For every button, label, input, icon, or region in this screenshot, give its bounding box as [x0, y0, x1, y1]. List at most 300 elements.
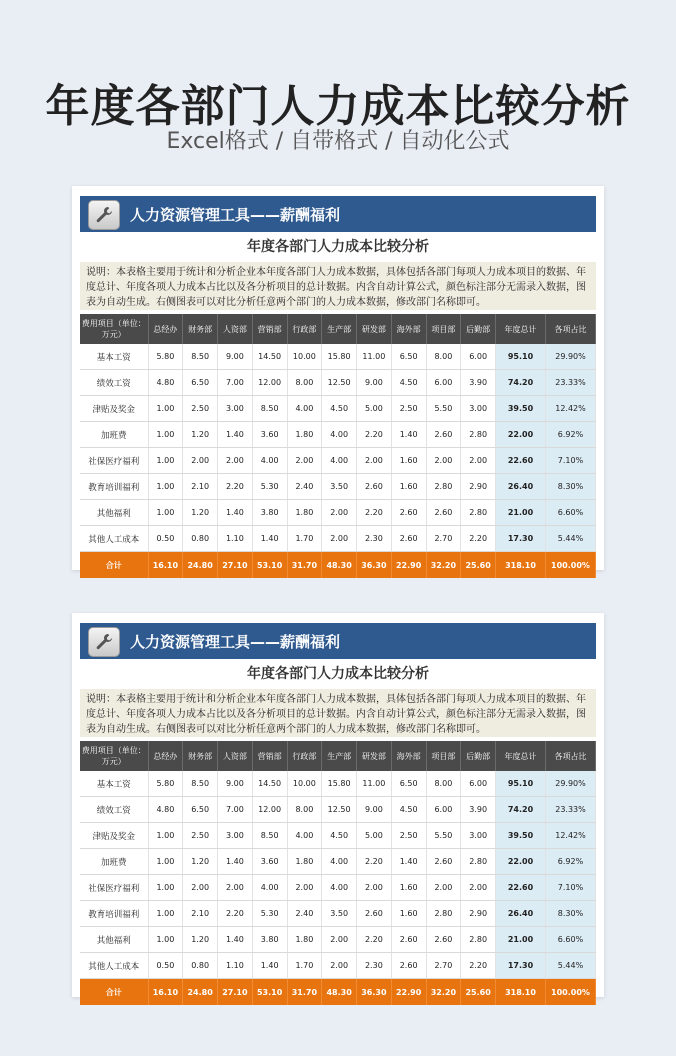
value-cell: 2.20	[357, 500, 392, 526]
value-cell: 8.50	[183, 344, 218, 370]
value-cell: 9.00	[218, 344, 253, 370]
total-cell: 25.60	[461, 979, 496, 1006]
row-label: 绩效工资	[80, 370, 148, 396]
value-cell: 4.50	[322, 396, 357, 422]
value-cell: 4.00	[287, 396, 322, 422]
value-cell: 5.50	[426, 823, 461, 849]
table-row	[80, 370, 596, 396]
value-cell: 1.10	[218, 953, 253, 979]
value-cell: 2.80	[426, 901, 461, 927]
share-cell: 29.90%	[546, 771, 596, 797]
value-cell: 2.20	[218, 474, 253, 500]
value-cell: 2.90	[461, 474, 496, 500]
column-header: 生产部	[322, 314, 357, 344]
value-cell: 2.60	[391, 526, 426, 552]
value-cell: 2.60	[357, 474, 392, 500]
cost-table-body	[80, 344, 596, 578]
column-header: 海外部	[391, 314, 426, 344]
share-cell: 6.60%	[546, 927, 596, 953]
value-cell: 2.00	[461, 875, 496, 901]
column-header: 行政部	[287, 314, 322, 344]
value-cell: 2.00	[183, 448, 218, 474]
value-cell: 2.20	[218, 901, 253, 927]
row-label: 津贴及奖金	[80, 396, 148, 422]
total-cell: 36.30	[357, 552, 392, 579]
row-label: 津贴及奖金	[80, 823, 148, 849]
value-cell: 5.30	[252, 901, 287, 927]
value-cell: 8.00	[426, 771, 461, 797]
total-cell: 318.10	[496, 552, 546, 579]
total-cell: 100.00%	[546, 979, 596, 1006]
value-cell: 2.20	[357, 927, 392, 953]
value-cell: 1.40	[218, 927, 253, 953]
value-cell: 12.00	[252, 370, 287, 396]
value-cell: 2.00	[322, 526, 357, 552]
value-cell: 2.40	[287, 474, 322, 500]
column-header: 营销部	[252, 741, 287, 771]
value-cell: 1.40	[252, 953, 287, 979]
value-cell: 8.50	[252, 823, 287, 849]
cost-table-head	[80, 314, 596, 344]
value-cell: 5.00	[357, 396, 392, 422]
value-cell: 12.50	[322, 370, 357, 396]
table-row	[80, 797, 596, 823]
row-label: 其他人工成本	[80, 953, 148, 979]
total-cell: 53.10	[252, 979, 287, 1006]
column-header-item: 费用项目（单位：万元）	[80, 314, 148, 344]
table-row	[80, 396, 596, 422]
annual-total-cell: 95.10	[496, 771, 546, 797]
value-cell: 1.00	[148, 875, 183, 901]
value-cell: 1.00	[148, 849, 183, 875]
value-cell: 6.00	[461, 344, 496, 370]
annual-total-cell: 22.60	[496, 875, 546, 901]
share-cell: 12.42%	[546, 823, 596, 849]
value-cell: 2.00	[218, 448, 253, 474]
value-cell: 6.00	[426, 370, 461, 396]
total-cell: 53.10	[252, 552, 287, 579]
table-title: 年度各部门人力成本比较分析	[247, 239, 429, 255]
value-cell: 1.70	[287, 953, 322, 979]
value-cell: 1.80	[287, 849, 322, 875]
value-cell: 3.50	[322, 901, 357, 927]
share-cell: 8.30%	[546, 901, 596, 927]
value-cell: 12.50	[322, 797, 357, 823]
value-cell: 1.00	[148, 448, 183, 474]
value-cell: 6.50	[183, 370, 218, 396]
value-cell: 7.00	[218, 370, 253, 396]
table-row	[80, 474, 596, 500]
value-cell: 6.50	[183, 797, 218, 823]
total-cell: 318.10	[496, 979, 546, 1006]
column-header: 人资部	[218, 314, 253, 344]
cost-table-body	[80, 771, 596, 1005]
share-cell: 7.10%	[546, 448, 596, 474]
row-label: 社保医疗福利	[80, 875, 148, 901]
value-cell: 1.00	[148, 823, 183, 849]
value-cell: 3.80	[252, 500, 287, 526]
value-cell: 6.00	[461, 771, 496, 797]
total-cell: 31.70	[287, 979, 322, 1006]
sheet-header-text: 人力资源管理工具——薪酬福利	[130, 206, 341, 224]
value-cell: 2.50	[391, 823, 426, 849]
value-cell: 9.00	[357, 370, 392, 396]
value-cell: 1.40	[391, 422, 426, 448]
value-cell: 1.40	[218, 849, 253, 875]
column-header: 海外部	[391, 741, 426, 771]
column-header: 后勤部	[461, 741, 496, 771]
value-cell: 1.60	[391, 448, 426, 474]
column-header: 财务部	[183, 741, 218, 771]
value-cell: 1.20	[183, 927, 218, 953]
value-cell: 9.00	[357, 797, 392, 823]
sheet-header-text: 人力资源管理工具——薪酬福利	[130, 633, 341, 651]
value-cell: 3.60	[252, 422, 287, 448]
table-row	[80, 526, 596, 552]
annual-total-cell: 26.40	[496, 901, 546, 927]
annual-total-cell: 21.00	[496, 500, 546, 526]
value-cell: 11.00	[357, 771, 392, 797]
column-header: 营销部	[252, 314, 287, 344]
wrench-icon	[88, 200, 120, 230]
value-cell: 3.60	[252, 849, 287, 875]
table-row	[80, 823, 596, 849]
sheet-header-bar	[80, 623, 596, 659]
cost-table	[80, 741, 596, 1005]
row-label: 加班费	[80, 849, 148, 875]
value-cell: 4.80	[148, 370, 183, 396]
value-cell: 1.00	[148, 901, 183, 927]
table-row	[80, 448, 596, 474]
value-cell: 2.40	[287, 901, 322, 927]
annual-total-cell: 95.10	[496, 344, 546, 370]
table-row	[80, 771, 596, 797]
value-cell: 5.30	[252, 474, 287, 500]
value-cell: 12.00	[252, 797, 287, 823]
value-cell: 5.80	[148, 344, 183, 370]
share-cell: 29.90%	[546, 344, 596, 370]
share-cell: 7.10%	[546, 875, 596, 901]
value-cell: 8.00	[426, 344, 461, 370]
value-cell: 2.00	[322, 953, 357, 979]
value-cell: 2.20	[357, 849, 392, 875]
value-cell: 3.80	[252, 927, 287, 953]
value-cell: 2.00	[357, 448, 392, 474]
value-cell: 2.00	[218, 875, 253, 901]
value-cell: 2.00	[426, 448, 461, 474]
value-cell: 6.50	[391, 344, 426, 370]
header-row	[80, 741, 596, 771]
value-cell: 1.00	[148, 396, 183, 422]
value-cell: 15.80	[322, 771, 357, 797]
share-cell: 8.30%	[546, 474, 596, 500]
column-header: 各项占比	[546, 741, 596, 771]
value-cell: 2.90	[461, 901, 496, 927]
value-cell: 1.70	[287, 526, 322, 552]
value-cell: 3.00	[461, 396, 496, 422]
value-cell: 2.80	[461, 500, 496, 526]
value-cell: 14.50	[252, 771, 287, 797]
value-cell: 2.20	[461, 953, 496, 979]
annual-total-cell: 22.00	[496, 849, 546, 875]
value-cell: 2.60	[391, 500, 426, 526]
value-cell: 1.10	[218, 526, 253, 552]
total-cell: 32.20	[426, 979, 461, 1006]
wrench-icon	[88, 627, 120, 657]
row-label: 其他人工成本	[80, 526, 148, 552]
value-cell: 2.00	[183, 875, 218, 901]
value-cell: 1.40	[391, 849, 426, 875]
header-row	[80, 314, 596, 344]
value-cell: 5.80	[148, 771, 183, 797]
value-cell: 4.00	[322, 448, 357, 474]
value-cell: 1.00	[148, 500, 183, 526]
annual-total-cell: 74.20	[496, 370, 546, 396]
value-cell: 2.60	[426, 849, 461, 875]
value-cell: 2.60	[391, 927, 426, 953]
value-cell: 2.60	[391, 953, 426, 979]
total-cell: 32.20	[426, 552, 461, 579]
value-cell: 0.80	[183, 953, 218, 979]
column-header: 人资部	[218, 741, 253, 771]
table-row	[80, 927, 596, 953]
table-row	[80, 422, 596, 448]
sheet-preview-2	[72, 613, 604, 997]
value-cell: 2.00	[322, 500, 357, 526]
table-row	[80, 875, 596, 901]
value-cell: 3.00	[218, 396, 253, 422]
total-cell: 27.10	[218, 979, 253, 1006]
value-cell: 3.90	[461, 370, 496, 396]
annual-total-cell: 17.30	[496, 526, 546, 552]
value-cell: 1.80	[287, 422, 322, 448]
column-header: 总经办	[148, 741, 183, 771]
total-row	[80, 552, 596, 579]
value-cell: 8.50	[183, 771, 218, 797]
value-cell: 4.80	[148, 797, 183, 823]
value-cell: 1.60	[391, 901, 426, 927]
row-label: 加班费	[80, 422, 148, 448]
value-cell: 3.90	[461, 797, 496, 823]
row-label: 绩效工资	[80, 797, 148, 823]
value-cell: 6.00	[426, 797, 461, 823]
row-label: 基本工资	[80, 344, 148, 370]
value-cell: 14.50	[252, 344, 287, 370]
annual-total-cell: 39.50	[496, 396, 546, 422]
table-row	[80, 500, 596, 526]
total-cell: 16.10	[148, 979, 183, 1006]
value-cell: 2.20	[461, 526, 496, 552]
column-header: 后勤部	[461, 314, 496, 344]
annual-total-cell: 17.30	[496, 953, 546, 979]
sheet-header-bar	[80, 196, 596, 232]
total-cell: 100.00%	[546, 552, 596, 579]
table-row	[80, 344, 596, 370]
value-cell: 2.10	[183, 474, 218, 500]
value-cell: 10.00	[287, 344, 322, 370]
column-header: 研发部	[357, 741, 392, 771]
total-cell: 48.30	[322, 552, 357, 579]
table-row	[80, 901, 596, 927]
value-cell: 9.00	[218, 771, 253, 797]
value-cell: 2.00	[322, 927, 357, 953]
value-cell: 2.00	[357, 875, 392, 901]
row-label: 社保医疗福利	[80, 448, 148, 474]
row-label: 其他福利	[80, 500, 148, 526]
total-cell: 16.10	[148, 552, 183, 579]
value-cell: 5.00	[357, 823, 392, 849]
value-cell: 1.00	[148, 474, 183, 500]
total-cell: 22.90	[391, 552, 426, 579]
total-label: 合计	[80, 552, 148, 579]
row-label: 基本工资	[80, 771, 148, 797]
page-subtitle: Excel格式 / 自带格式 / 自动化公式	[166, 129, 510, 154]
value-cell: 2.80	[461, 422, 496, 448]
value-cell: 2.80	[461, 927, 496, 953]
total-cell: 36.30	[357, 979, 392, 1006]
value-cell: 4.00	[322, 849, 357, 875]
share-cell: 5.44%	[546, 953, 596, 979]
column-header: 年度总计	[496, 741, 546, 771]
value-cell: 2.60	[426, 927, 461, 953]
table-row	[80, 953, 596, 979]
value-cell: 7.00	[218, 797, 253, 823]
value-cell: 2.30	[357, 953, 392, 979]
value-cell: 4.50	[322, 823, 357, 849]
value-cell: 15.80	[322, 344, 357, 370]
value-cell: 2.70	[426, 526, 461, 552]
value-cell: 1.20	[183, 422, 218, 448]
annual-total-cell: 74.20	[496, 797, 546, 823]
cost-table	[80, 314, 596, 578]
column-header: 项目部	[426, 314, 461, 344]
column-header: 总经办	[148, 314, 183, 344]
total-cell: 24.80	[183, 979, 218, 1006]
value-cell: 2.30	[357, 526, 392, 552]
value-cell: 2.60	[357, 901, 392, 927]
value-cell: 2.00	[287, 448, 322, 474]
share-cell: 23.33%	[546, 370, 596, 396]
value-cell: 5.50	[426, 396, 461, 422]
table-row	[80, 849, 596, 875]
total-cell: 25.60	[461, 552, 496, 579]
column-header: 研发部	[357, 314, 392, 344]
total-cell: 31.70	[287, 552, 322, 579]
value-cell: 4.50	[391, 370, 426, 396]
column-header: 年度总计	[496, 314, 546, 344]
table-title: 年度各部门人力成本比较分析	[247, 666, 429, 682]
value-cell: 11.00	[357, 344, 392, 370]
value-cell: 1.80	[287, 500, 322, 526]
value-cell: 1.40	[218, 422, 253, 448]
value-cell: 4.00	[322, 875, 357, 901]
value-cell: 2.80	[426, 474, 461, 500]
total-cell: 24.80	[183, 552, 218, 579]
value-cell: 1.00	[148, 422, 183, 448]
annual-total-cell: 39.50	[496, 823, 546, 849]
value-cell: 1.20	[183, 849, 218, 875]
share-cell: 6.92%	[546, 422, 596, 448]
annual-total-cell: 21.00	[496, 927, 546, 953]
share-cell: 5.44%	[546, 526, 596, 552]
value-cell: 2.80	[461, 849, 496, 875]
value-cell: 2.00	[287, 875, 322, 901]
value-cell: 0.50	[148, 953, 183, 979]
value-cell: 2.00	[461, 448, 496, 474]
total-label: 合计	[80, 979, 148, 1006]
value-cell: 2.60	[426, 422, 461, 448]
column-header: 行政部	[287, 741, 322, 771]
row-label: 其他福利	[80, 927, 148, 953]
value-cell: 1.20	[183, 500, 218, 526]
value-cell: 4.00	[252, 448, 287, 474]
description: 说明：本表格主要用于统计和分析企业本年度各部门人力成本数据，具体包括各部门每项人力成本项目的数据、年度总计、年度各项人力成本占比以及各分析项目的总计数据。内含自动计算公式，颜色标注部分无需录入数据，图表为自动生成。右侧图表可以对比分析任意两个部门的人力成本数据，修改部门名称即可。	[80, 262, 596, 310]
column-header-item: 费用项目（单位：万元）	[80, 741, 148, 771]
value-cell: 8.50	[252, 396, 287, 422]
value-cell: 2.00	[426, 875, 461, 901]
value-cell: 8.00	[287, 370, 322, 396]
value-cell: 1.60	[391, 875, 426, 901]
value-cell: 2.50	[183, 396, 218, 422]
page-title: 年度各部门人力成本比较分析	[45, 81, 631, 132]
cost-table-head	[80, 741, 596, 771]
share-cell: 23.33%	[546, 797, 596, 823]
value-cell: 2.50	[391, 396, 426, 422]
total-cell: 48.30	[322, 979, 357, 1006]
value-cell: 4.00	[322, 422, 357, 448]
value-cell: 0.50	[148, 526, 183, 552]
value-cell: 4.00	[252, 875, 287, 901]
value-cell: 1.00	[148, 927, 183, 953]
value-cell: 6.50	[391, 771, 426, 797]
column-header: 生产部	[322, 741, 357, 771]
annual-total-cell: 26.40	[496, 474, 546, 500]
value-cell: 1.40	[218, 500, 253, 526]
column-header: 各项占比	[546, 314, 596, 344]
value-cell: 3.50	[322, 474, 357, 500]
value-cell: 3.00	[218, 823, 253, 849]
description: 说明：本表格主要用于统计和分析企业本年度各部门人力成本数据，具体包括各部门每项人力成本项目的数据、年度总计、年度各项人力成本占比以及各分析项目的总计数据。内含自动计算公式，颜色标注部分无需录入数据，图表为自动生成。右侧图表可以对比分析任意两个部门的人力成本数据，修改部门名称即可。	[80, 689, 596, 737]
share-cell: 6.92%	[546, 849, 596, 875]
value-cell: 1.40	[252, 526, 287, 552]
total-cell: 22.90	[391, 979, 426, 1006]
value-cell: 1.80	[287, 927, 322, 953]
value-cell: 2.20	[357, 422, 392, 448]
total-row	[80, 979, 596, 1006]
value-cell: 1.60	[391, 474, 426, 500]
value-cell: 2.70	[426, 953, 461, 979]
value-cell: 8.00	[287, 797, 322, 823]
annual-total-cell: 22.00	[496, 422, 546, 448]
value-cell: 10.00	[287, 771, 322, 797]
sheet-preview-1	[72, 186, 604, 570]
share-cell: 6.60%	[546, 500, 596, 526]
column-header: 项目部	[426, 741, 461, 771]
total-cell: 27.10	[218, 552, 253, 579]
share-cell: 12.42%	[546, 396, 596, 422]
annual-total-cell: 22.60	[496, 448, 546, 474]
value-cell: 3.00	[461, 823, 496, 849]
row-label: 教育培训福利	[80, 901, 148, 927]
value-cell: 4.00	[287, 823, 322, 849]
value-cell: 0.80	[183, 526, 218, 552]
value-cell: 2.10	[183, 901, 218, 927]
value-cell: 2.50	[183, 823, 218, 849]
column-header: 财务部	[183, 314, 218, 344]
value-cell: 4.50	[391, 797, 426, 823]
row-label: 教育培训福利	[80, 474, 148, 500]
value-cell: 2.60	[426, 500, 461, 526]
